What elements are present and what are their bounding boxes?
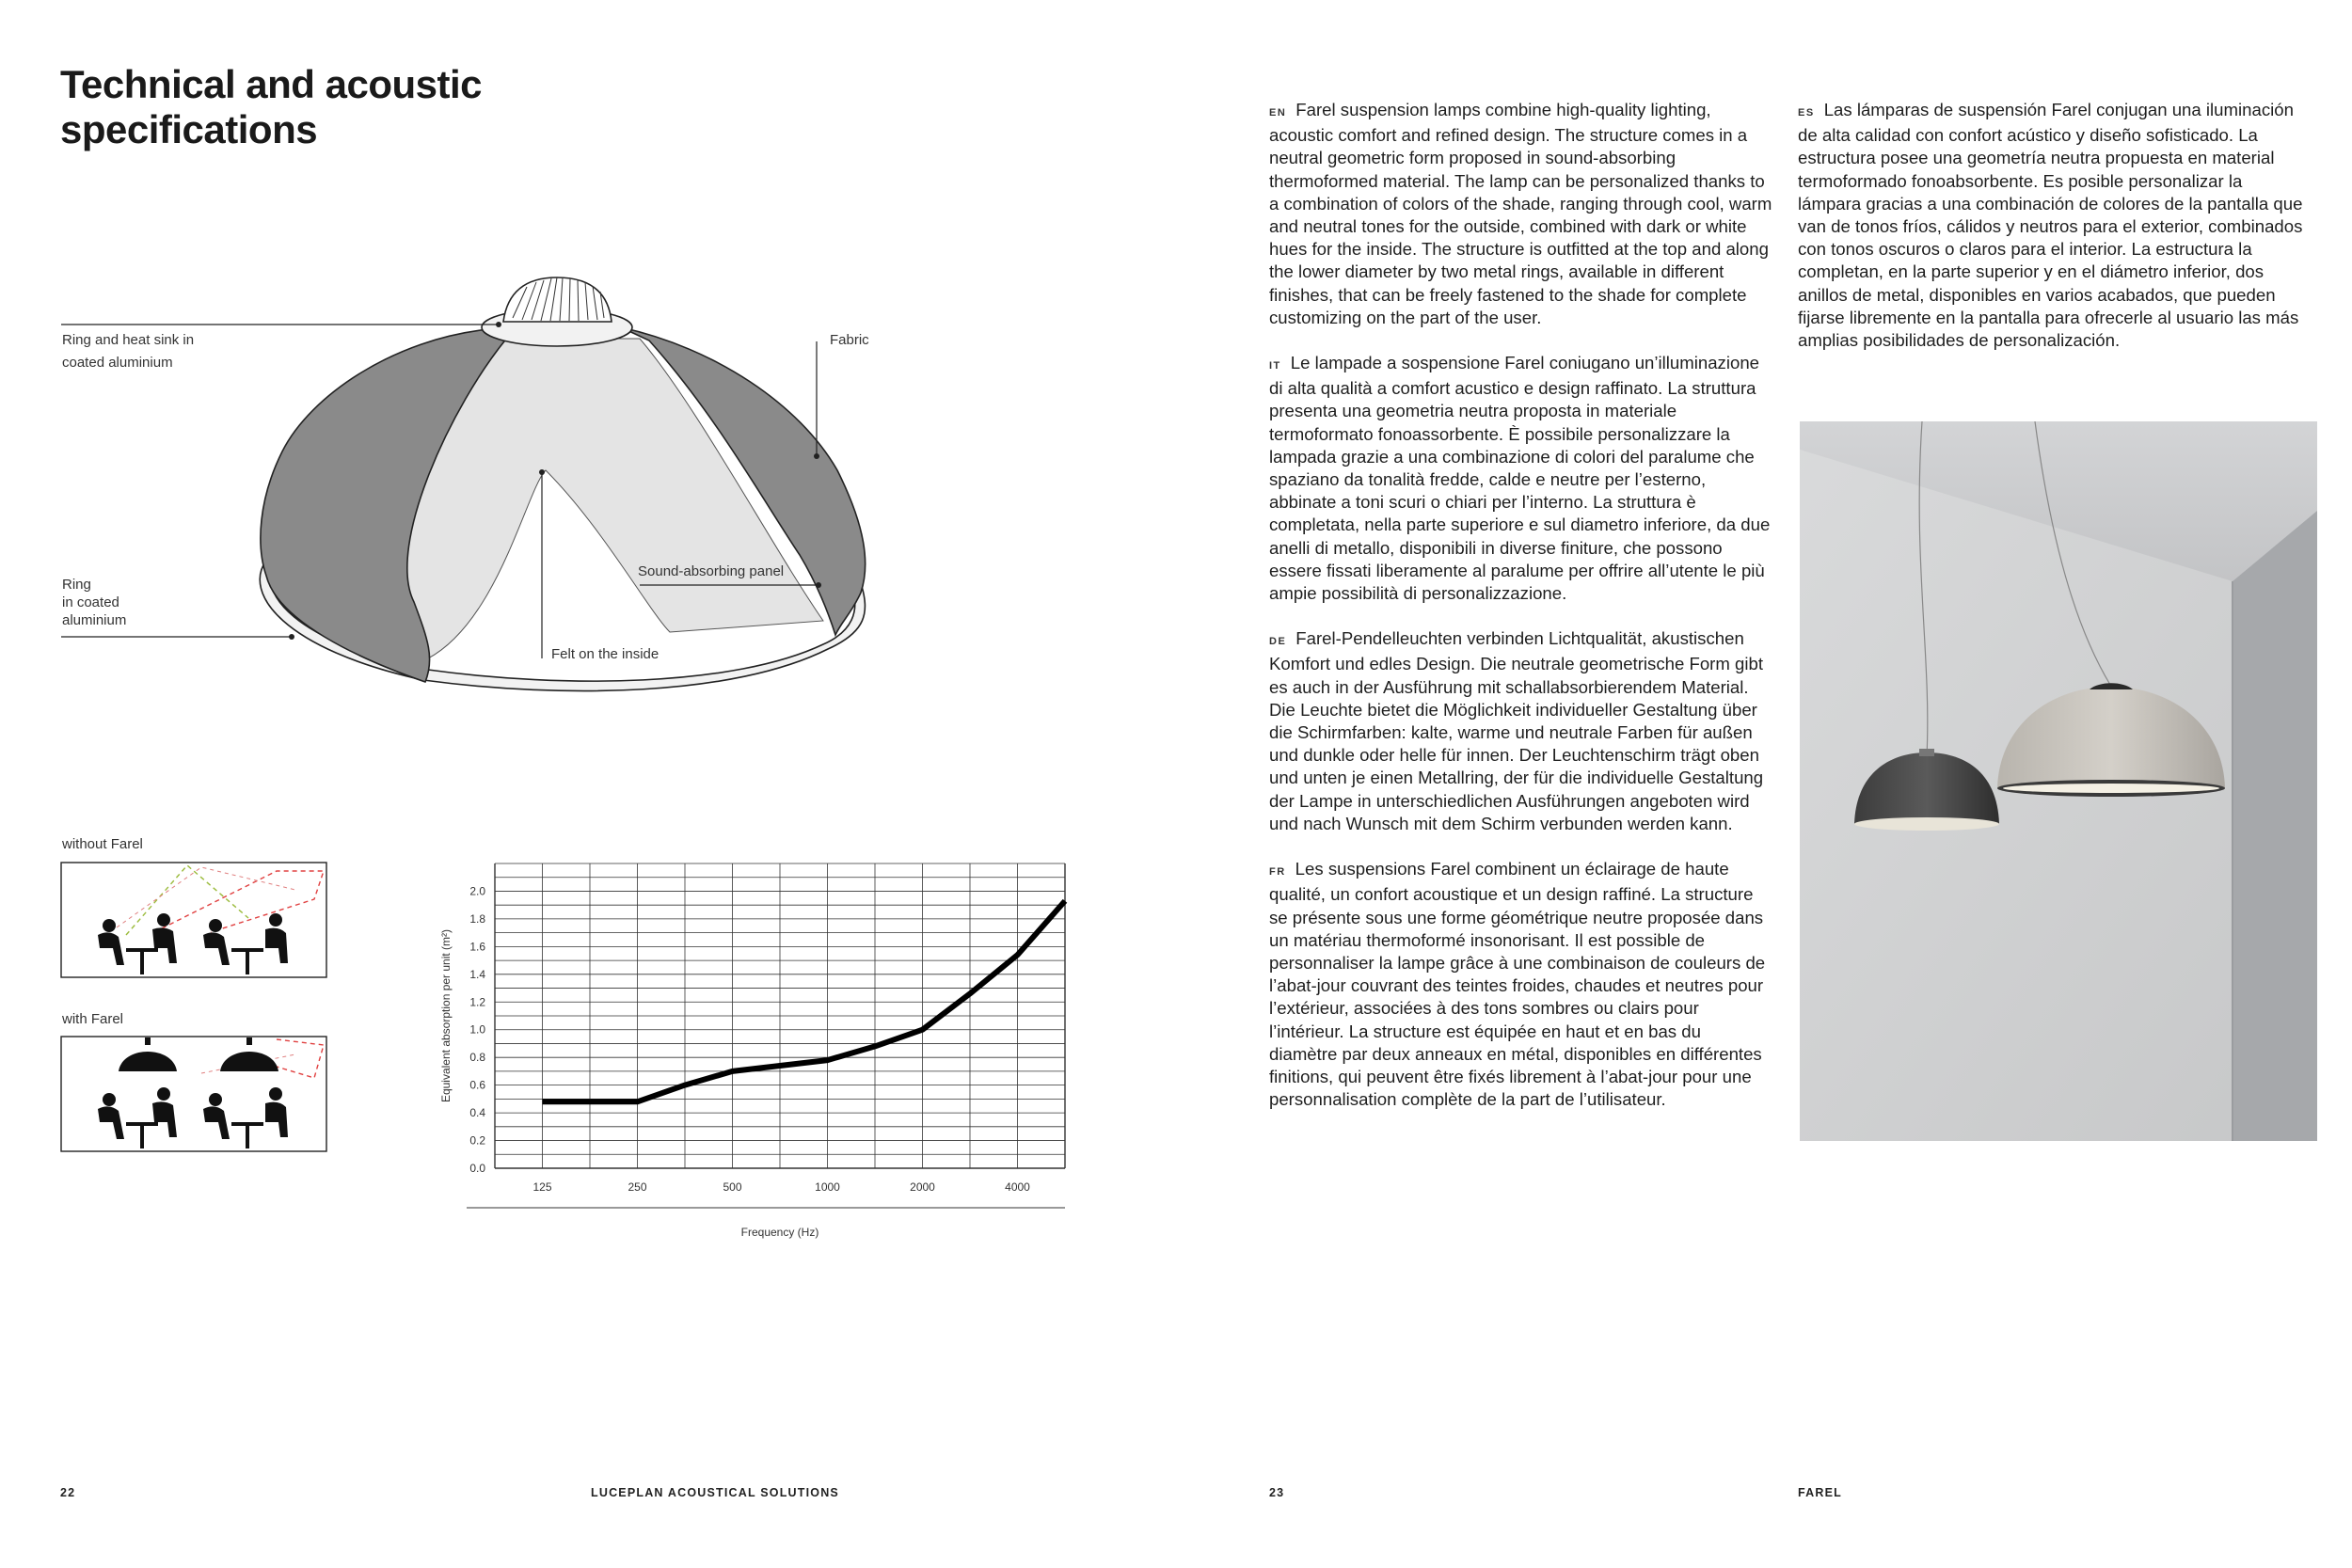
paragraph-it-text: Le lampade a sospensione Farel coniugano un’illuminazione di alta qualità a comfort acustico e design raffinato. La struttura presenta una geometria neutra proposta in materiale termoformato fonoassorbente. È possibile personalizzare la lampada grazie a una combinazione di colori del paralume che spaziano da tonalità fredde, calde e neutre per l’esterno, abbinate a toni scuri o chiari per l’interno. La struttura è completata, nella parte superiore e sul diametro inferiore, da due anelli di metallo, disponibili in diverse finiture, che possono essere fissati liberamente al paralume per offrire all’utente le più ampie possibilità di personalizzazione.: [1269, 353, 1771, 604]
x-axis-title: Frequency (Hz): [740, 1226, 819, 1239]
title-line-1: Technical and acoustic: [60, 62, 483, 106]
text-column-1: [1269, 99, 1772, 1133]
label-ring-heat-sink-line1: Ring and heat sink in: [62, 332, 195, 348]
absorption-chart: [405, 847, 1082, 1242]
text-column-2: [1798, 99, 2306, 374]
x-tick-label: 250: [628, 1180, 647, 1194]
lang-tag-es: ES: [1798, 107, 1815, 119]
x-tick-label: 125: [532, 1180, 552, 1194]
lang-tag-it: IT: [1269, 360, 1281, 372]
paragraph-fr-text: Les suspensions Farel combinent un éclairage de haute qualité, un confort acoustique et un design raffiné. La structure se présente sous une forme géométrique neutre proposée dans un matériau thermoformé insonorisant. Il est possible de personnaliser la lampe grâce à une combinaison de couleurs de l’abat-jour couvrant des teintes froides, chaudes et neutres pour l’extérieur, associées à des tons sombres ou clairs pour l’intérieur. La structure est équipée en haut et en bas du diamètre par deux anneaux en métal, disponibles en différentes finitions, qui peuvent être fixés librement à l’abat-jour pour une personnalisation complète de la part de l’utilisateur.: [1269, 859, 1766, 1110]
x-tick-label: 500: [723, 1180, 742, 1194]
label-fabric: Fabric: [830, 332, 869, 348]
paragraph-it: [1269, 352, 1772, 605]
label-ring-line3: aluminium: [62, 612, 127, 628]
y-axis-title: Equivalent absorption per unit (m²): [439, 928, 453, 1103]
y-tick-label: 1.8: [469, 911, 485, 926]
y-tick-label: 0.6: [469, 1078, 485, 1092]
x-tick-label: 2000: [910, 1180, 935, 1194]
label-ring-line1: Ring: [62, 577, 91, 593]
paragraph-de: [1269, 627, 1772, 835]
title-line-2: specifications: [60, 107, 318, 151]
y-tick-label: 0.2: [469, 1133, 485, 1148]
scene-without-label: without Farel: [62, 836, 143, 852]
y-tick-label: 2.0: [469, 884, 485, 898]
paragraph-en: [1269, 99, 1772, 329]
lamp-structure-diagram: [0, 263, 941, 705]
scene-with-label: with Farel: [62, 1011, 124, 1027]
page-number-left: 22: [60, 1486, 76, 1499]
y-tick-label: 0.0: [469, 1162, 485, 1175]
label-ring-line2: in coated: [62, 594, 119, 610]
lang-tag-fr: FR: [1269, 866, 1286, 879]
running-head-right: FAREL: [1798, 1486, 1842, 1499]
paragraph-fr: [1269, 858, 1772, 1111]
lang-tag-de: DE: [1269, 636, 1287, 648]
page-title: [60, 62, 587, 152]
y-tick-label: 1.6: [469, 940, 485, 954]
x-tick-label: 4000: [1005, 1180, 1030, 1194]
paragraph-es: [1798, 99, 2306, 352]
paragraph-de-text: Farel-Pendelleuchten verbinden Lichtqualität, akustischen Komfort und edles Design. Die neutrale geometrische Form gibt es auch in der Ausführung mit schallabsorbierendem Material. Die Leuchte bietet die Möglichkeit individueller Gestaltung über die Schirmfarben: kalte, warme und neutrale Farben für außen und dunkle oder helle für innen. Der Leuchtenschirm trägt oben und unten je einen Metallring, der für die individuelle Gestaltung der Lampe in unterschiedlichen Ausführungen angeboten wird und nach Wunsch mit dem Schirm verbunden werden kann.: [1269, 628, 1764, 833]
heat-sink: [503, 277, 612, 322]
y-tick-label: 1.2: [469, 995, 485, 1009]
y-tick-label: 0.4: [469, 1106, 485, 1120]
lang-tag-en: EN: [1269, 107, 1287, 119]
y-tick-label: 0.8: [469, 1051, 485, 1065]
paragraph-es-text: Las lámparas de suspensión Farel conjugan una iluminación de alta calidad con confort acústico y diseño sofisticado. La estructura posee una geometría neutra propuesta en material termoformado fonoabsorbente. Es posible personalizar la lámpara gracias a una combinación de colores de la pantalla que van de tonos fríos, cálidos y neutros para el exterior, combinados con tonos oscuros o claros para el interior. La estructura la completan, en la parte superior y en el diámetro inferior, dos anillos de metal, disponibles en varios acabados, que pueden fijarse libremente en la pantalla para ofrecerle al usuario las más amplias posibilidades de personalización.: [1798, 100, 2303, 351]
page-number-right: 23: [1269, 1486, 1285, 1499]
running-head-left: LUCEPLAN ACOUSTICAL SOLUTIONS: [591, 1486, 839, 1499]
label-ring-heat-sink: [62, 331, 194, 377]
scene-without-farel: [60, 862, 327, 978]
x-tick-label: 1000: [815, 1180, 840, 1194]
y-tick-label: 1.0: [469, 1022, 485, 1037]
scene-with-farel: [60, 1036, 327, 1152]
label-ring: [62, 576, 126, 629]
label-ring-heat-sink-line2: coated aluminium: [62, 355, 173, 371]
paragraph-en-text: Farel suspension lamps combine high-quality lighting, acoustic comfort and refined design. The structure comes in a neutral geometric form proposed in sound-absorbing thermoformed material. The lamp can be personalized thanks to a combination of colors of the shade, ranging through cool, warm and neutral tones for the outside, combined with dark or white hues for the inside. The structure is outfitted at the top and along the lower diameter by two metal rings, available in different finishes, that can be freely fastened to the shade for complete customizing on the part of the user.: [1269, 100, 1772, 327]
label-sound-absorbing-panel: Sound-absorbing panel: [638, 563, 785, 579]
label-felt-inside: Felt on the inside: [551, 646, 660, 662]
product-photo: [1800, 421, 2317, 1141]
y-tick-label: 1.4: [469, 967, 485, 981]
